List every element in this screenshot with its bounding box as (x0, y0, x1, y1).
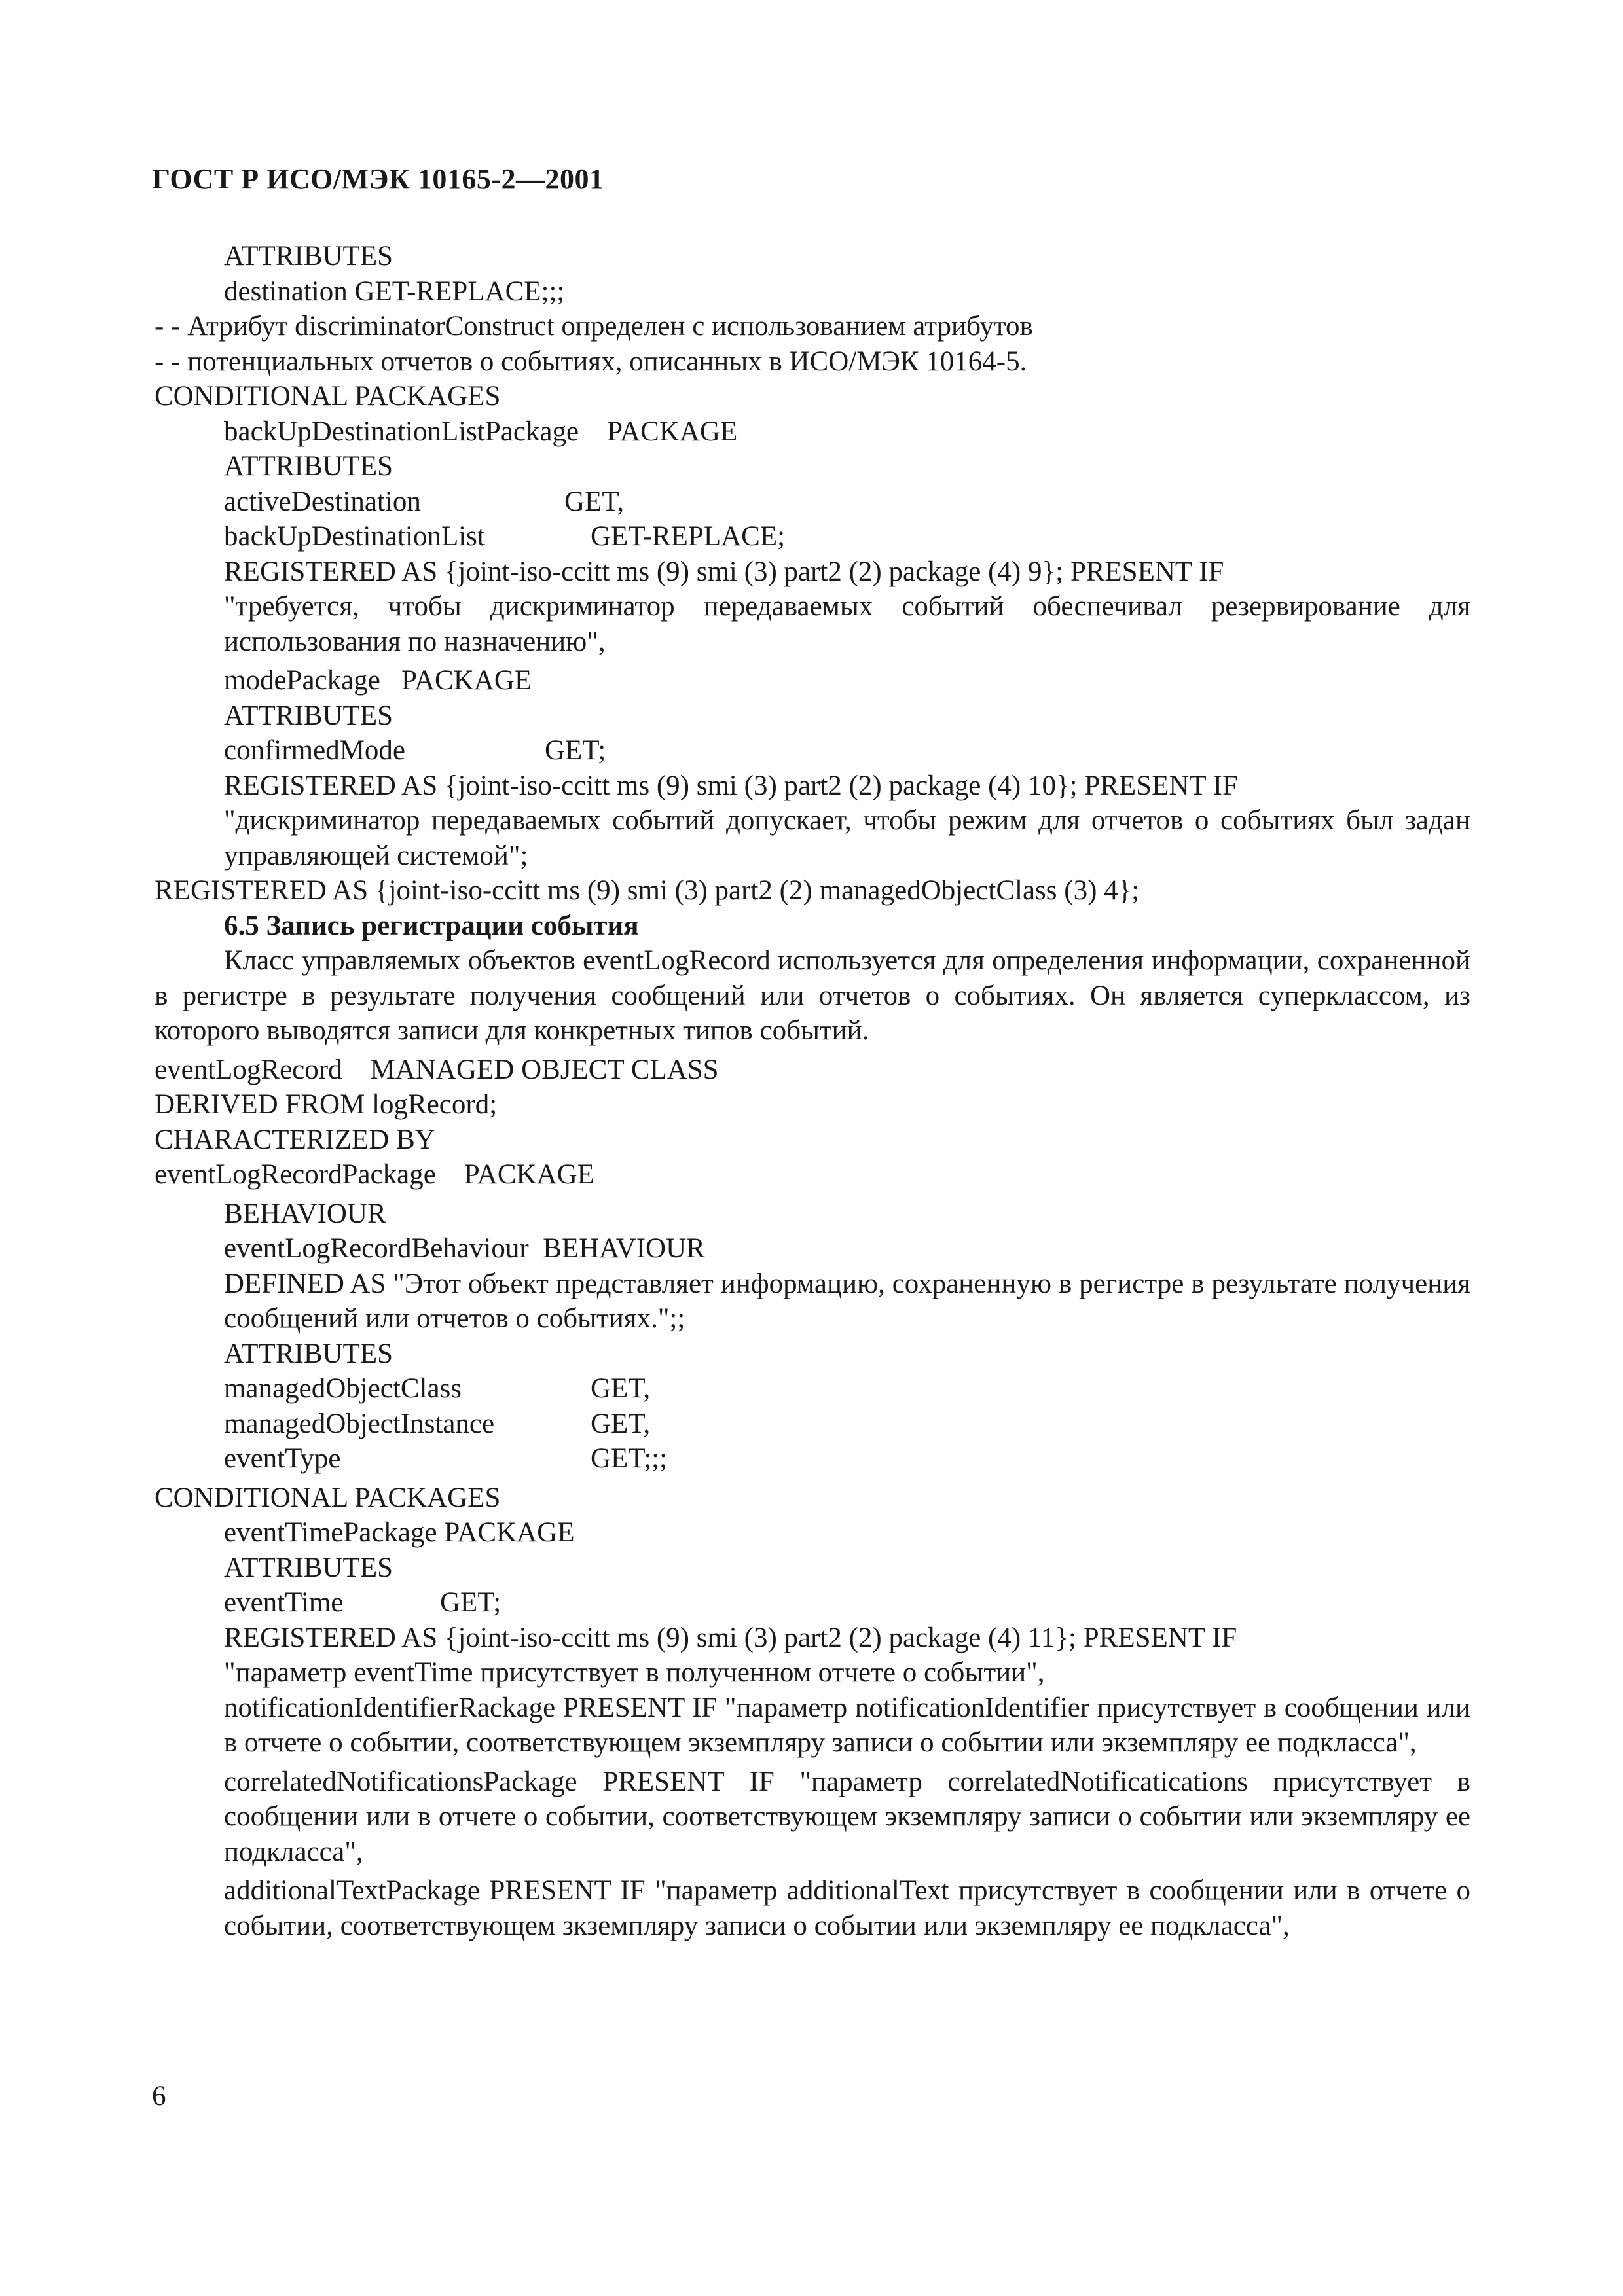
text-line: REGISTERED AS {joint-iso-ccitt ms (9) smi (3) part2 (2) managedObjectClass (3) 4}; (155, 875, 1140, 906)
attribute-access: GET, (564, 486, 625, 517)
attribute-row (155, 733, 1470, 768)
attribute-row (155, 484, 1470, 520)
text-block: correlatedNotificationsPackage PRESENT IF "параметр correlatedNotificatications присутствует в сообщении или в отчете о событии, соответствующем экземпляру записи о событии или экземпляру ее подкласса", (224, 1766, 1470, 1867)
text-line: ATTRIBUTES (224, 451, 393, 482)
text-block: "дискриминатор передаваемых событий допускает, чтобы режим для отчетов о событиях был задан управляющей системой"; (224, 805, 1470, 871)
text-block: additionalTextPackage PRESENT IF "параметр additionalText присутствует в сообщении или в отчете о событии, соответствующем зкземпляру записи о событии или экземпляру ее подкласса", (224, 1875, 1470, 1941)
attribute-row (155, 1585, 1470, 1621)
page-number: 6 (152, 2081, 166, 2111)
attribute-name: activeDestination (224, 486, 421, 517)
text-line: REGISTERED AS {joint-iso-ccitt ms (9) smi (3) part2 (2) package (4) 9}; PRESENT IF (224, 556, 1224, 587)
page-header: ГОСТ Р ИСО/МЭК 10165-2—2001 (152, 163, 604, 195)
attribute-row (155, 1371, 1470, 1407)
text-line: CONDITIONAL PACKAGES (155, 381, 501, 412)
attribute-access: GET; (545, 735, 606, 766)
section-heading: 6.5 Запись регистрации события (224, 910, 639, 941)
text-block: DEFINED AS "Этот объект представляет информацию, сохраненную в регистре в результате получения сообщений или отчетов о событиях.";; (224, 1268, 1470, 1334)
text-block: "требуется, чтобы дискриминатор передаваемых событий обеспечивал резервирование для использования по назначению", (224, 591, 1470, 657)
attribute-row (155, 1441, 1470, 1477)
comment-line: - - Атрибут discriminatorConstruct определен с использованием атрибутов (155, 311, 1033, 342)
attribute-name: backUpDestinationList (224, 521, 485, 552)
attribute-name: eventType (224, 1443, 341, 1474)
comment-line: - - потенциальных отчетов о событиях, описанных в ИСО/МЭК 10164-5. (155, 346, 1027, 377)
text-line: CHARACTERIZED BY (155, 1124, 435, 1155)
text-line: eventLogRecordPackage PACKAGE (155, 1159, 594, 1190)
attribute-row (155, 519, 1470, 554)
text-line: eventTimePackage PACKAGE (224, 1517, 575, 1548)
text-line: destination GET-REPLACE;;; (224, 276, 565, 307)
attribute-access: GET; (440, 1587, 501, 1618)
text-line: eventLogRecord MANAGED OBJECT CLASS (155, 1054, 719, 1085)
attribute-access: GET;;; (591, 1443, 668, 1474)
text-line: DERIVED FROM logRecord; (155, 1089, 498, 1120)
text-line: REGISTERED AS {joint-iso-ccitt ms (9) smi (3) part2 (2) package (4) 11}; PRESENT IF (224, 1622, 1237, 1653)
attribute-access: GET, (591, 1408, 651, 1439)
text-line: ATTRIBUTES (224, 1338, 393, 1369)
attribute-access: GET, (591, 1373, 651, 1404)
text-line: ATTRIBUTES (224, 700, 393, 731)
text-block: notificationIdentifierRackage PRESENT IF "параметр notificationIdentifier присутствует в сообщении или в отчете о событии, соответствующем экземпляру записи о событии или экземпляру ее подкласса", (224, 1692, 1470, 1758)
attribute-name: eventTime (224, 1587, 344, 1618)
text-line: eventLogRecordBehaviour BEHAVIOUR (224, 1233, 705, 1264)
paragraph: Класс управляемых объектов eventLogRecord используется для определения информации, сохраненной в регистре в результате получения сообщений или отчетов о событиях. Он является суперклассом, из которого выводятся записи для конкретных типов событий. (155, 945, 1470, 1046)
attribute-name: confirmedMode (224, 735, 406, 766)
text-line: CONDITIONAL PACKAGES (155, 1482, 501, 1513)
text-line: "параметр eventTime присутствует в полученном отчете о событии", (224, 1657, 1045, 1688)
text-line: backUpDestinationListPackage PACKAGE (224, 416, 738, 447)
attribute-name: managedObjectInstance (224, 1408, 495, 1439)
text-line: REGISTERED AS {joint-iso-ccitt ms (9) smi (3) part2 (2) package (4) 10}; PRESENT IF (224, 770, 1238, 801)
text-line: ATTRIBUTES (224, 241, 393, 272)
attribute-row (155, 1407, 1470, 1442)
text-line: ATTRIBUTES (224, 1552, 393, 1583)
text-line: modePackage PACKAGE (224, 665, 532, 696)
text-line: BEHAVIOUR (224, 1198, 386, 1229)
attribute-access: GET-REPLACE; (591, 521, 786, 552)
attribute-name: managedObjectClass (224, 1373, 462, 1404)
document-body (155, 239, 1470, 1943)
